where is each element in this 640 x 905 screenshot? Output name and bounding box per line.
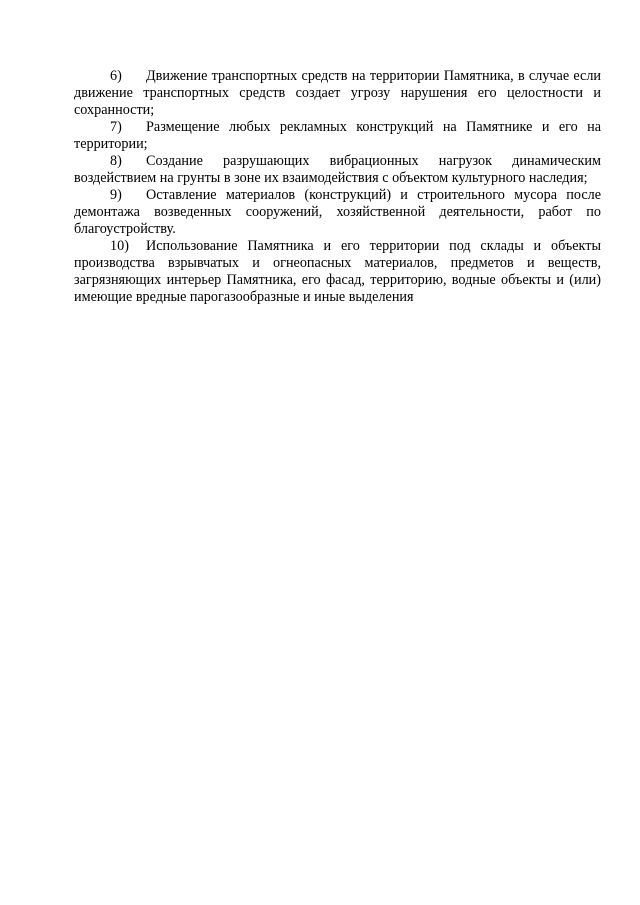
item-text: Использование Памятника и его территории под склады и объекты производства взрывчатых и огнеопасных материалов, предметов и веществ, загрязняющих интерьер Памятника, его фасад, территорию, водные объекты и (или) имеющие вредные парогазообразные и иные выделения: [74, 238, 601, 305]
list-item: [74, 238, 601, 306]
item-text: Оставление материалов (конструкций) и строительного мусора после демонтажа возведенных сооружений, хозяйственной деятельности, работ по благоустройству.: [74, 187, 601, 237]
list-item: [74, 187, 601, 238]
item-number: 9): [110, 187, 122, 203]
item-text: Движение транспортных средств на территории Памятника, в случае если движение транспортных средств создает угрозу нарушения его целостности и сохранности;: [74, 68, 601, 118]
list-item: [74, 68, 601, 119]
restrictions-list: [74, 68, 601, 306]
item-text: Размещение любых рекламных конструкций на Памятнике и его на территории;: [74, 119, 601, 152]
item-text: Создание разрушающих вибрационных нагрузок динамическим воздействием на грунты в зоне их взаимодействия с объектом культурного наследия;: [74, 153, 601, 186]
list-item: [74, 119, 601, 153]
item-number: 10): [110, 238, 129, 254]
item-number: 7): [110, 119, 122, 135]
item-number: 8): [110, 153, 122, 169]
list-item: [74, 153, 601, 187]
item-number: 6): [110, 68, 122, 84]
